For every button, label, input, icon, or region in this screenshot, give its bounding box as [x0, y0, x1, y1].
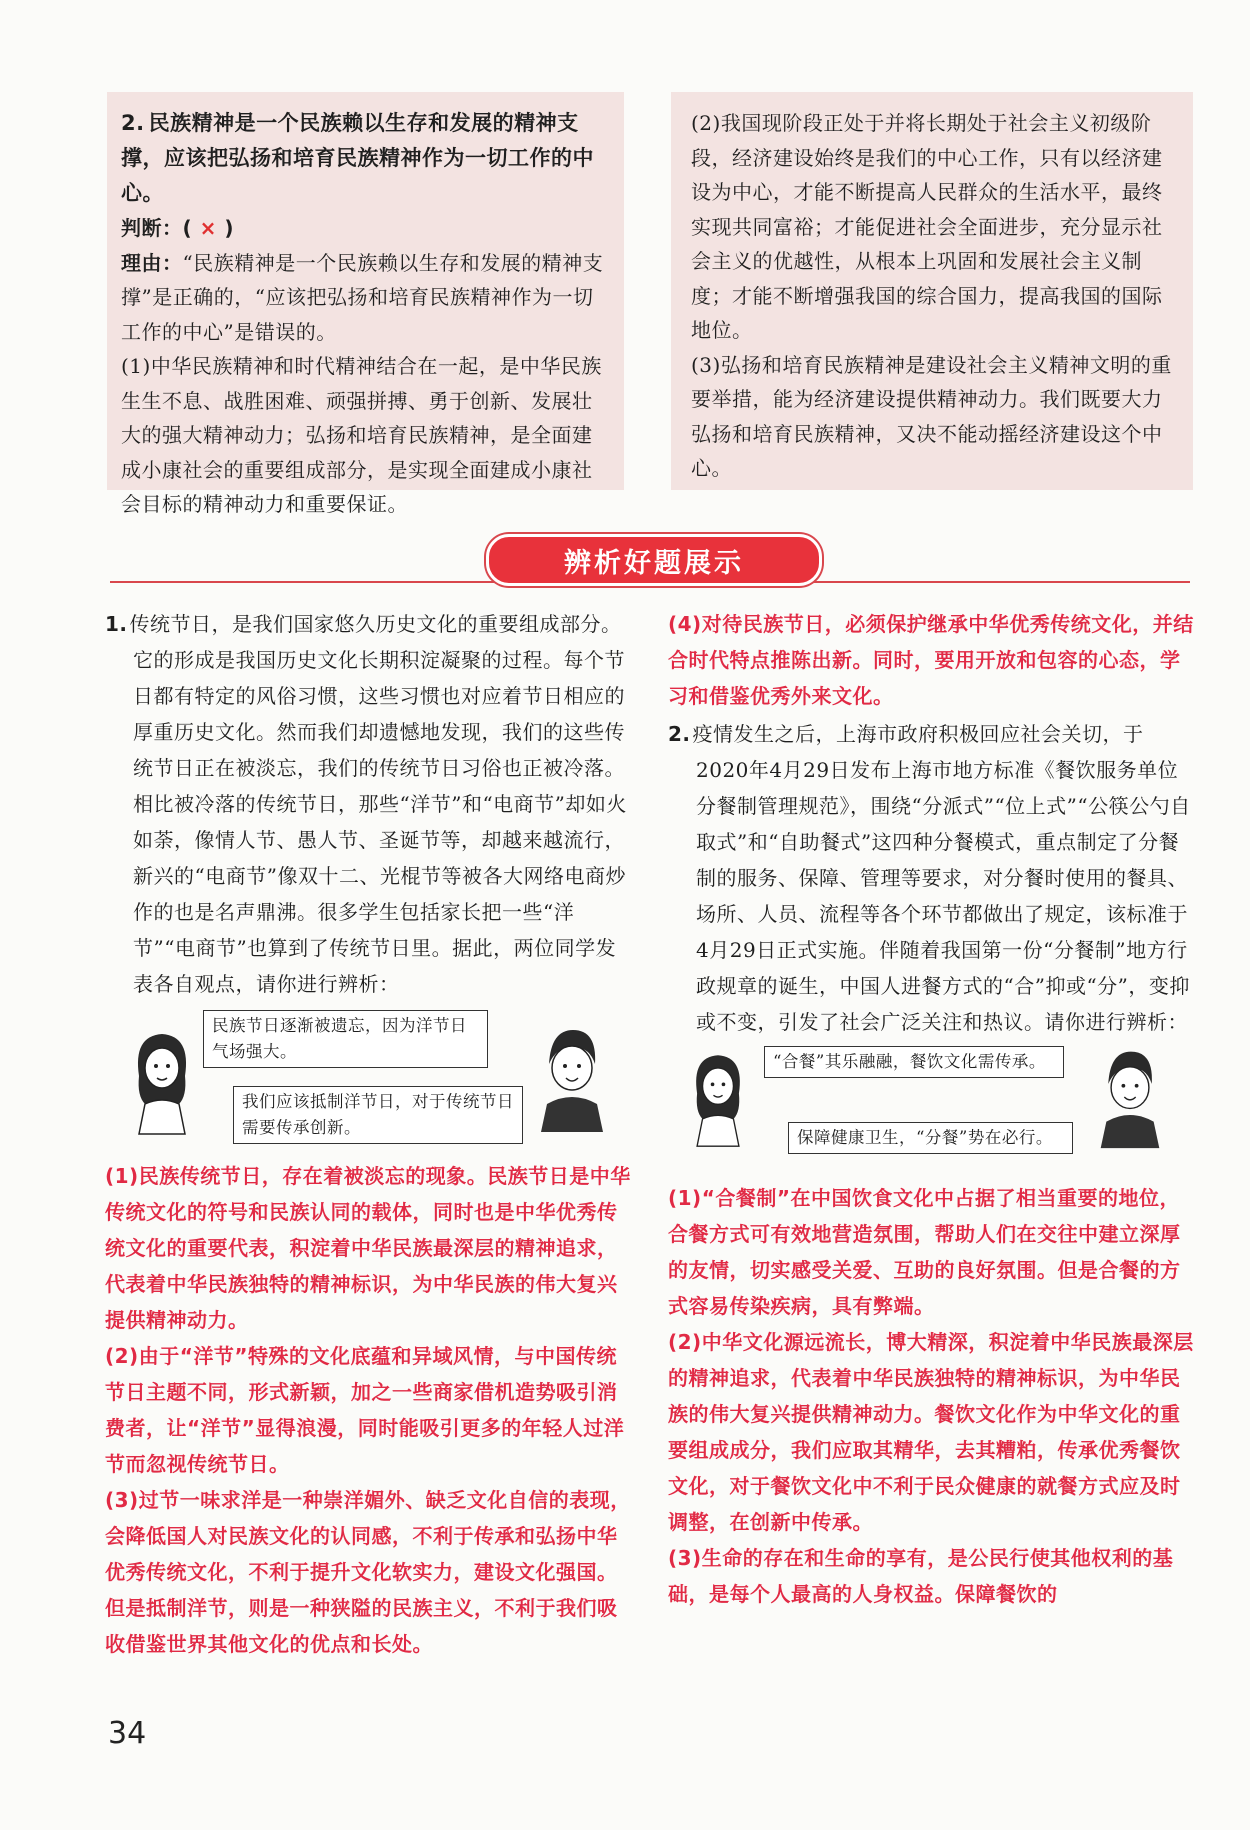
banner-title: 辨析好题展示 [486, 534, 822, 586]
answer-box-right [671, 92, 1193, 490]
speech-bubble-girl: 民族节日逐渐被遗忘，因为洋节日气场强大。 [203, 1010, 488, 1068]
page-number: 34 [108, 1716, 147, 1751]
reason-label: 理由： [121, 250, 183, 275]
question-2 [668, 716, 1195, 1040]
answer-box-left [107, 92, 624, 516]
question-1-text: 传统节日，是我们国家悠久历史文化的重要组成部分。它的形成是我国历史文化长期积淀凝聚的过程。每个节日都有特定的风俗习惯，这些习惯也对应着节日相应的厚重历史文化。然而我们却遗憾地发现，我们的这些传统节日正在被淡忘，我们的传统节日习俗也正被冷落。相比被冷落的传统节日，那些“洋节”和“电商节”却如火如荼，像情人节、愚人节、圣诞节等，却越来越流行，新兴的“电商节”像双十二、光棍节等被各大网络电商炒作的也是名声鼎沸。很多学生包括家长把一些“洋节”“电商节”也算到了传统节日里。据此，两位同学发表各自观点，请你进行辨析： [129, 612, 627, 996]
reason-point-3: (3)弘扬和培育民族精神是建设社会主义精神文明的重要举措，能为经济建设提供精神动力。我们既要大力弘扬和培育民族精神，又决不能动摇经济建设这个中心。 [691, 352, 1172, 480]
question-2-text: 疫情发生之后，上海市政府积极回应社会关切，于2020年4月29日发布上海市地方标准《餐饮服务单位分餐制管理规范》，围绕“分派式”“位上式”“公筷公勺自取式”和“自助餐式”这四种分餐模式，重点制定了分餐制的服务、保障、管理等要求，对分餐时使用的餐具、场所、人员、流程等各个环节都做出了规定，该标准于4月29日正式实施。伴随着我国第一份“分餐制”地方行政规章的诞生，中国人进餐方式的“合”抑或“分”，变抑或不变，引发了社会广泛关注和热议。请你进行辨析： [692, 722, 1191, 1034]
dialogue-illustration-1 [105, 1008, 635, 1148]
speech-bubble-boy: 我们应该抵制洋节日，对于传统节日需要传承创新。 [233, 1086, 523, 1144]
cross-mark: × [199, 216, 217, 240]
speech-bubble-boy: 保障健康卫生，“分餐”势在必行。 [788, 1122, 1073, 1154]
question-1 [105, 606, 635, 1002]
question-number: 2. [121, 111, 145, 135]
column-left [105, 606, 635, 1662]
q2-answer-3: (3)生命的存在和生命的享有，是公民行使其他权利的基础，是每个人最高的人身权益。保障餐饮的 [668, 1546, 1174, 1606]
q1-answer-1: (1)民族传统节日，存在着被淡忘的现象。民族节日是中华传统文化的符号和民族认同的载体，同时也是中华优秀传统文化的重要代表，积淀着中华民族最深层的精神追求，代表着中华民族独特的精神标识，为中华民族的伟大复兴提供精神动力。 [105, 1164, 631, 1332]
q2-answer-1: (1)“合餐制”在中国饮食文化中占据了相当重要的地位，合餐方式可有效地营造氛围，帮助人们在交往中建立深厚的友情，切实感受关爱、互助的良好氛围。但是合餐的方式容易传染疾病，具有弊端。 [668, 1186, 1181, 1318]
girl-figure-icon [686, 1048, 750, 1148]
q1-answer-3: (3)过节一味求洋是一种崇洋媚外、缺乏文化自信的表现，会降低国人对民族文化的认同感，不利于传承和弘扬中华优秀传统文化，不利于提升文化软实力，建设文化强国。但是抵制洋节，则是一种狭隘的民族主义，不利于我们吸收借鉴世界其他文化的优点和长处。 [105, 1488, 631, 1656]
reason-line [121, 246, 610, 350]
boy-figure-icon [533, 1024, 611, 1134]
question-2-number: 2. [668, 722, 691, 746]
girl-figure-icon [127, 1026, 197, 1136]
section-banner [110, 534, 1190, 584]
question-title [121, 106, 610, 211]
speech-bubble-girl: “合餐”其乐融融，餐饮文化需传承。 [764, 1046, 1064, 1078]
question-text: 民族精神是一个民族赖以生存和发展的精神支撑，应该把弘扬和培育民族精神作为一切工作的中心。 [121, 111, 594, 205]
question-1-number: 1. [105, 612, 128, 636]
judge-end: ) [224, 216, 234, 240]
reason-point-2: (2)我国现阶段正处于并将长期处于社会主义初级阶段，经济建设始终是我们的中心工作，只有以经济建设为中心，才能不断提高人民群众的生活水平，最终实现共同富裕；才能促进社会全面进步，充分显示社会主义的优越性，从根本上巩固和发展社会主义制度；才能不断增强我国的综合国力，提高我国的国际地位。 [691, 111, 1163, 342]
judge-line [121, 211, 610, 246]
q1-answer-4: (4)对待民族节日，必须保护继承中华优秀传统文化，并结合时代特点推陈出新。同时，要用开放和包容的心态，学习和借鉴优秀外来文化。 [668, 612, 1194, 708]
dialogue-illustration-2 [668, 1042, 1195, 1164]
q2-answer-2: (2)中华文化源远流长，博大精深，积淀着中华民族最深层的精神追求，代表着中华民族独特的精神标识，为中华民族的伟大复兴提供精神动力。餐饮文化作为中华文化的重要组成成分，我们应取其精华，去其糟粕，传承优秀餐饮文化，对于餐饮文化中不利于民众健康的就餐方式应及时调整，在创新中传承。 [668, 1330, 1194, 1534]
reason-point-1: (1)中华民族精神和时代精神结合在一起，是中华民族生生不息、战胜困难、顽强拼搏、勇于创新、发展壮大的强大精神动力；弘扬和培育民族精神，是全面建成小康社会的重要组成部分，是实现全面建成小康社会目标的精神动力和重要保证。 [121, 354, 602, 516]
boy-figure-icon [1093, 1046, 1167, 1150]
reason-text: “民族精神是一个民族赖以生存和发展的精神支撑”是正确的，“应该把弘扬和培育民族精神作为一切工作的中心”是错误的。 [121, 250, 604, 344]
q1-answer-2: (2)由于“洋节”特殊的文化底蕴和异域风情，与中国传统节日主题不同，形式新颖，加之一些商家借机造势吸引消费者，让“洋节”显得浪漫，同时能吸引更多的年轻人过洋节而忽视传统节日。 [105, 1344, 625, 1476]
judge-label: 判断：( [121, 216, 193, 240]
column-right [668, 606, 1195, 1612]
